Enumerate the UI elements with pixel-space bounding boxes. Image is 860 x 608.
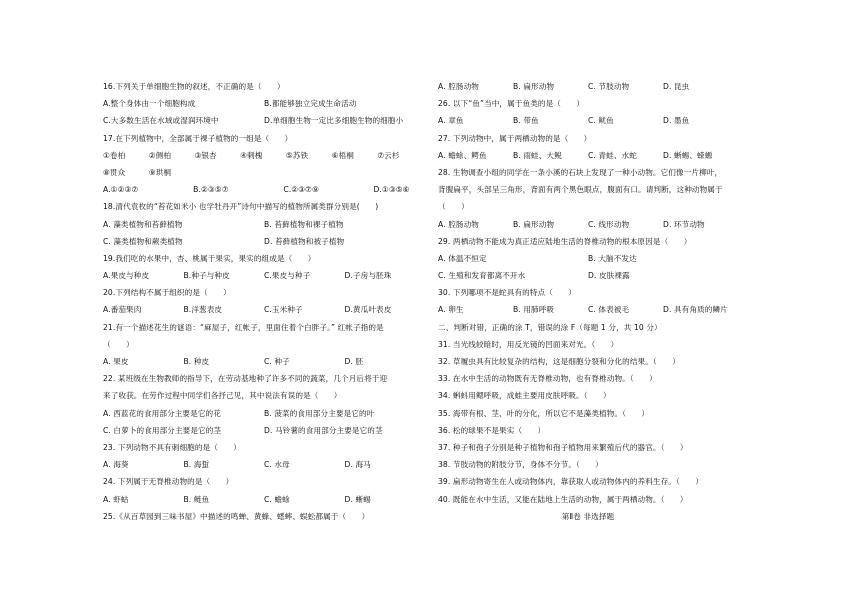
options-26 <box>438 112 738 129</box>
option: A. 蟾蜍、鳄鱼 <box>438 150 487 160</box>
options-19 <box>103 267 425 284</box>
question-26: 26. 以下“鱼”当中，属于鱼类的是（ ） <box>438 99 585 109</box>
question-21-bracket: （ ） <box>103 339 134 349</box>
option: C.果皮与种子 <box>264 271 311 281</box>
option: D. 蜥蜴 <box>344 494 371 504</box>
question-40: 40. 既能在水中生活，又能在陆地上生活的动物，属于两栖动物。（ ） <box>438 494 688 504</box>
question-24: 24. 下列属于无脊椎动物的是（ ） <box>103 477 234 487</box>
option: A. 藻类植物和苔藓植物 <box>103 219 183 229</box>
plant-item: ⑨珙桐 <box>148 167 172 177</box>
option: B. 扁形动物 <box>513 82 555 91</box>
option: A.番茄果肉 <box>103 305 142 315</box>
option: D. 胚 <box>344 357 364 366</box>
options-16-cd <box>103 112 425 129</box>
option: B. 种皮 <box>183 357 210 366</box>
option: B. 扁形动物 <box>513 219 555 229</box>
option: B. 带鱼 <box>513 116 539 126</box>
option: C. 藻类植物和蕨类植物 <box>103 236 183 246</box>
option: B.②③⑤⑦ <box>193 185 229 195</box>
question-19: 19.我们吃的水果中，杏、桃属于果实，果实的组成是（ ） <box>103 253 316 263</box>
question-28-bracket: （ ） <box>438 202 469 212</box>
plant-list-row-2 <box>103 164 425 181</box>
option: C. 青蛙、水蛇 <box>588 150 637 160</box>
options-22-cd <box>103 422 425 439</box>
option: D. 马铃薯的食用部分主要是它的茎 <box>264 425 383 435</box>
plant-list-row-1 <box>103 147 425 164</box>
options-16-ab <box>103 95 425 112</box>
option: A. 腔肠动物 <box>438 219 479 229</box>
options-22-ab <box>103 405 425 422</box>
option: C. 体表被毛 <box>588 305 630 315</box>
left-column <box>103 78 425 525</box>
plant-item: ⑦云杉 <box>377 150 400 160</box>
question-38: 38. 节肢动物的附肢分节，身体不分节。（ ） <box>438 460 603 470</box>
option: D. 昆虫 <box>663 82 690 91</box>
plant-item: ①卷柏 <box>103 150 126 160</box>
options-30 <box>438 301 738 318</box>
part-2-title: 第Ⅱ卷 非选择题 <box>561 511 615 521</box>
option: A. 腔肠动物 <box>438 82 479 91</box>
option: D. 具有角质的鳞片 <box>663 305 728 315</box>
question-33: 33. 在水中生活的动物既有无脊椎动物，也有脊椎动物。（ ） <box>438 374 657 384</box>
options-21 <box>103 353 425 370</box>
question-29: 29. 两栖动物不能成为真正适应陆地生活的脊椎动物的根本原因是（ ） <box>438 236 692 246</box>
plant-item: ③银杏 <box>194 150 217 160</box>
question-28-line-1: 28. 生物调查小组的同学在一条小溪的石块上发现了一种小动物。它们像一片柳叶， <box>438 167 723 177</box>
option: C. 蟾蜍 <box>264 494 290 504</box>
question-31: 31. 当光线较暗时，用反光镜的凹面来对光。（ ） <box>438 339 619 349</box>
option: B. 用肺呼吸 <box>513 305 555 315</box>
option: B.都能够独立完成生命活动 <box>264 99 357 109</box>
options-29-cd <box>438 267 738 284</box>
question-36: 36. 松的球果不是果实（ ） <box>438 425 546 435</box>
option: C. 种子 <box>264 357 290 366</box>
options-23 <box>103 456 425 473</box>
option: D. 墨鱼 <box>663 116 690 126</box>
option: A. 海葵 <box>103 460 129 470</box>
options-17 <box>103 181 425 198</box>
option: B. 鲢鱼 <box>183 494 210 504</box>
question-20: 20.下列结构不属于组织的是（ ） <box>103 288 231 298</box>
option: C. 生殖和发育都离不开水 <box>438 271 526 281</box>
options-20 <box>103 301 425 318</box>
option: D.黄瓜叶表皮 <box>344 305 392 315</box>
option: C. 鱿鱼 <box>588 116 614 126</box>
option: C.玉米种子 <box>264 305 303 315</box>
plant-item: ⑥梧桐 <box>331 150 354 160</box>
question-35: 35. 海带有根、茎、叶的分化，所以它不是藻类植物。（ ） <box>438 408 650 418</box>
option: B.种子与种皮 <box>183 271 230 281</box>
options-18-cd <box>103 233 425 250</box>
question-27: 27. 下列动物中，属于两栖动物的是（ ） <box>438 133 592 143</box>
option: A.①②③⑦ <box>103 185 139 195</box>
plant-item: ④剌槐 <box>240 150 263 160</box>
option: C. 水母 <box>264 460 290 470</box>
question-28-line-2: 背腹扁平，头部呈三角形，背面有两个黑色眼点，腹面有口。请判断，这种动物属于 <box>438 185 723 195</box>
option: A. 西蓝花的食用部分主要是它的花 <box>103 408 221 418</box>
question-34: 34. 蝌蚪用鳃呼吸，成蛙主要用皮肤呼吸。（ ） <box>438 391 611 401</box>
question-21: 21.有一个描述花生的谜语：“麻屋子，红帐子，里面住着个白胖子。” 红帐子指的是 <box>103 322 384 332</box>
option: A. 体温不恒定 <box>438 253 487 263</box>
option: B. 雨蛙、大鲵 <box>513 150 562 160</box>
question-22-line-1: 22. 某班级在生物教师的指导下，在劳动基地种了许多不同的蔬菜，几个月后将于迎 <box>103 374 388 384</box>
question-18: 18.清代袁枚的“苔花如米小 也学牡丹开”诗句中描写的植物所属类群分别是( ) <box>103 202 379 212</box>
question-39: 39. 扁形动物寄生在人或动物体内，靠获取人或动物体内的养料生存。（ ） <box>438 477 703 487</box>
options-25 <box>438 78 738 95</box>
options-27 <box>438 147 738 164</box>
question-30: 30. 下列哪项不是蛇具有的特点（ ） <box>438 288 576 298</box>
option: C. 白萝卜的食用部分主要是它的茎 <box>103 425 222 435</box>
option: B. 大脑不发达 <box>588 253 637 263</box>
option: A. 虾蛄 <box>103 494 129 504</box>
question-25: 25.《从百草园到三味书屋》中描述的鸣蝉、黄蜂、蟋蟀、蜈蚣都属于（ ） <box>103 511 370 521</box>
option: B.洋葱表皮 <box>183 305 223 315</box>
options-18-ab <box>103 216 425 233</box>
option: D.子房与胚珠 <box>344 271 392 281</box>
option: D. 苔藓植物和被子植物 <box>264 236 345 246</box>
options-29-ab <box>438 250 738 267</box>
plant-item: ⑤苏铁 <box>285 150 309 160</box>
option: D. 海马 <box>344 460 371 470</box>
option: A.果皮与种皮 <box>103 271 150 281</box>
option: C. 节肢动物 <box>588 82 630 91</box>
option: A. 章鱼 <box>438 116 464 126</box>
option: D. 环节动物 <box>663 219 705 229</box>
option: A. 卵生 <box>438 305 464 315</box>
option: B. 海蜇 <box>183 460 210 470</box>
option: D. 皮肤裸露 <box>588 271 630 281</box>
option: B. 苔藓植物和裸子植物 <box>264 219 344 229</box>
right-column <box>438 78 738 525</box>
option: C.大多数生活在水域或湿润环境中 <box>103 116 219 126</box>
option: D.单细胞生物一定比多细胞生物的细胞小 <box>264 116 404 126</box>
options-28 <box>438 216 738 233</box>
question-23: 23. 下列动物不具有刺细胞的是（ ） <box>103 442 241 452</box>
option: A. 果皮 <box>103 357 129 366</box>
option: B. 菠菜的食用部分主要是它的叶 <box>264 408 375 418</box>
options-24 <box>103 491 425 508</box>
question-22-line-2: 来了收获。在劳作过程中同学们各抒己见，其中说法有误的是（ ） <box>103 391 342 401</box>
option: D.①③⑤⑥ <box>373 185 410 195</box>
option: C.②③⑦⑨ <box>283 185 319 195</box>
option: C. 线形动物 <box>588 219 630 229</box>
plant-item: ②侧柏 <box>148 150 172 160</box>
option: D. 蜥蜴、蝾螈 <box>663 150 713 160</box>
section-2-heading: 二、判断对错，正确的涂 T，错误的涂 F（每题 1 分，共 10 分） <box>438 322 662 332</box>
question-37: 37. 种子和孢子分别是种子植物和孢子植物用来繁殖后代的器官。（ ） <box>438 442 688 452</box>
plant-item: ⑧贯众 <box>103 167 126 177</box>
option: A.整个身体由一个细胞构成 <box>103 99 196 109</box>
question-17: 17.在下列植物中，全部属于裸子植物的一组是（ ） <box>103 133 293 143</box>
question-32: 32. 草履虫具有比较复杂的结构，这是细胞分裂和分化的结果。（ ） <box>438 357 680 366</box>
question-16: 16.下列关于单细胞生物的叙述，不正确的是（ ） <box>103 82 285 91</box>
